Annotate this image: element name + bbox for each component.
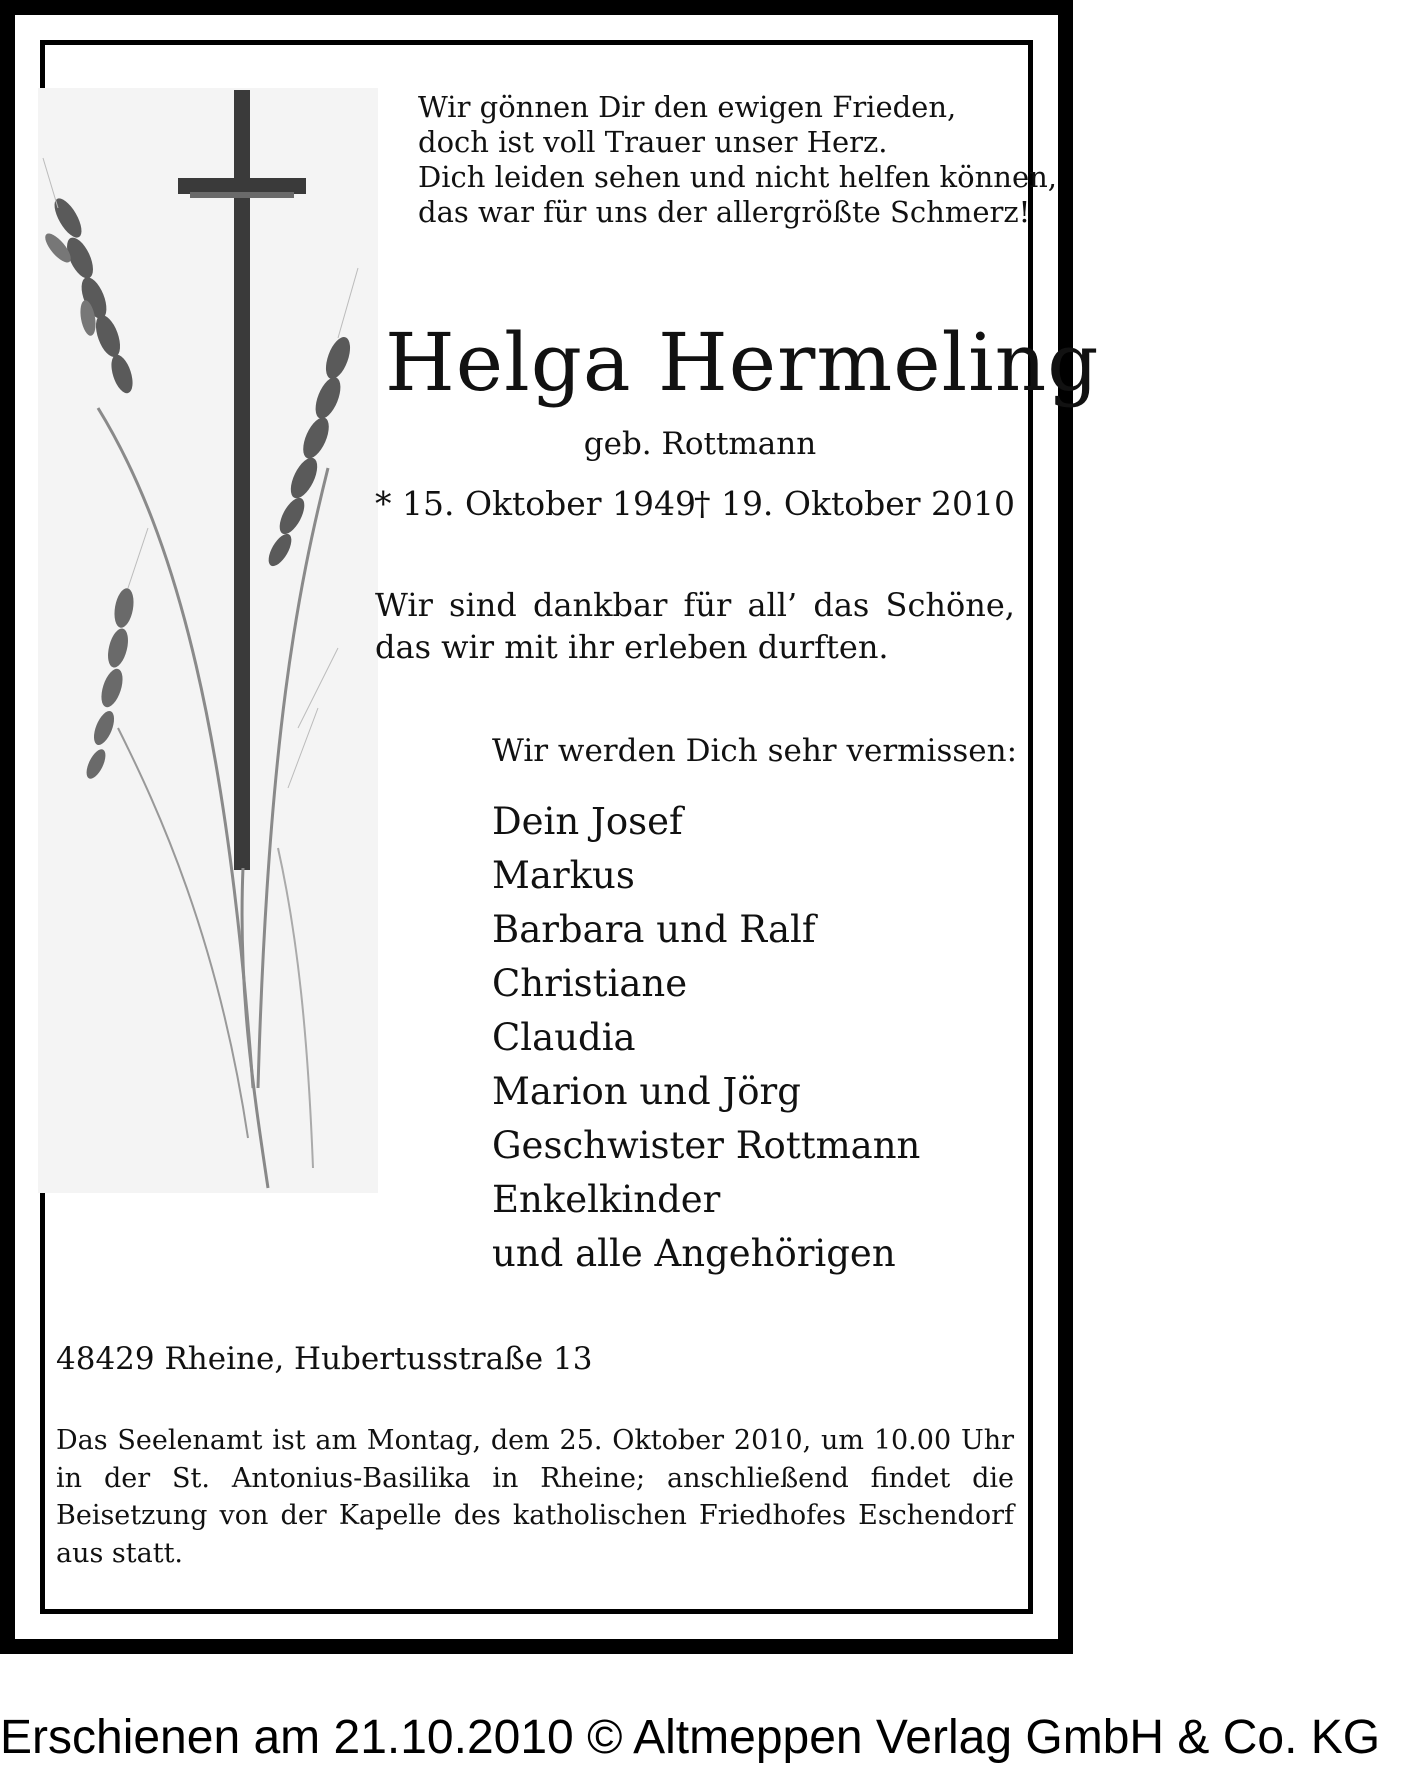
word: dankbar — [532, 586, 668, 624]
mourner: Barbara und Ralf — [492, 908, 816, 951]
mourner: Geschwister Rottmann — [492, 1124, 921, 1167]
cross-icon — [38, 88, 378, 1193]
birth-name: geb. Rottmann — [583, 426, 817, 462]
word: für — [683, 586, 732, 624]
mourner: Claudia — [492, 1016, 636, 1059]
word: das — [813, 586, 870, 624]
poem-line: das war für uns der allergrößte Schmerz! — [418, 195, 1031, 229]
gratitude-text — [375, 584, 1015, 668]
mourners-intro: Wir werden Dich sehr vermissen: — [492, 733, 1018, 769]
mourner: und alle Angehörigen — [492, 1232, 896, 1275]
word: Wir — [375, 586, 433, 624]
mourner: Enkelkinder — [492, 1178, 721, 1221]
poem-line: Dich leiden sehen und nicht helfen können, — [418, 160, 1058, 194]
mourner: Marion und Jörg — [492, 1070, 801, 1113]
mourner: Dein Josef — [492, 800, 683, 843]
mourners-list — [492, 795, 920, 1281]
death-date: † 19. Oktober 2010 — [693, 484, 1015, 523]
birth-date: * 15. Oktober 1949 — [375, 484, 697, 523]
gratitude-line-1 — [375, 584, 1015, 626]
mourner: Markus — [492, 854, 635, 897]
poem-line: doch ist voll Trauer unser Herz. — [418, 125, 888, 159]
service-notice: Das Seelenamt ist am Montag, dem 25. Oktober 2010, um 10.00 Uhr in der St. Antonius-Basilika in Rheine; anschließend findet die Beisetzung von der Kapelle des katholischen Friedhofes Eschendorf aus statt. — [56, 1425, 1014, 1569]
word: all’ — [747, 586, 798, 624]
gratitude-line-2: das wir mit ihr erleben durften. — [375, 628, 889, 666]
memorial-poem — [418, 90, 1057, 230]
wheat-ear-icon — [41, 194, 137, 395]
word: sind — [449, 586, 517, 624]
publication-footer: Erschienen am 21.10.2010 © Altmeppen Verlag GmbH & Co. KG — [0, 1711, 1381, 1764]
poem-line: Wir gönnen Dir den ewigen Frieden, — [418, 90, 957, 124]
family-address: 48429 Rheine, Hubertusstraße 13 — [56, 1341, 593, 1377]
cross-wheat-illustration — [38, 88, 378, 1193]
mourner: Christiane — [492, 962, 688, 1005]
deceased-name: Helga Hermeling — [385, 316, 1100, 409]
word: Schöne, — [885, 586, 1015, 624]
